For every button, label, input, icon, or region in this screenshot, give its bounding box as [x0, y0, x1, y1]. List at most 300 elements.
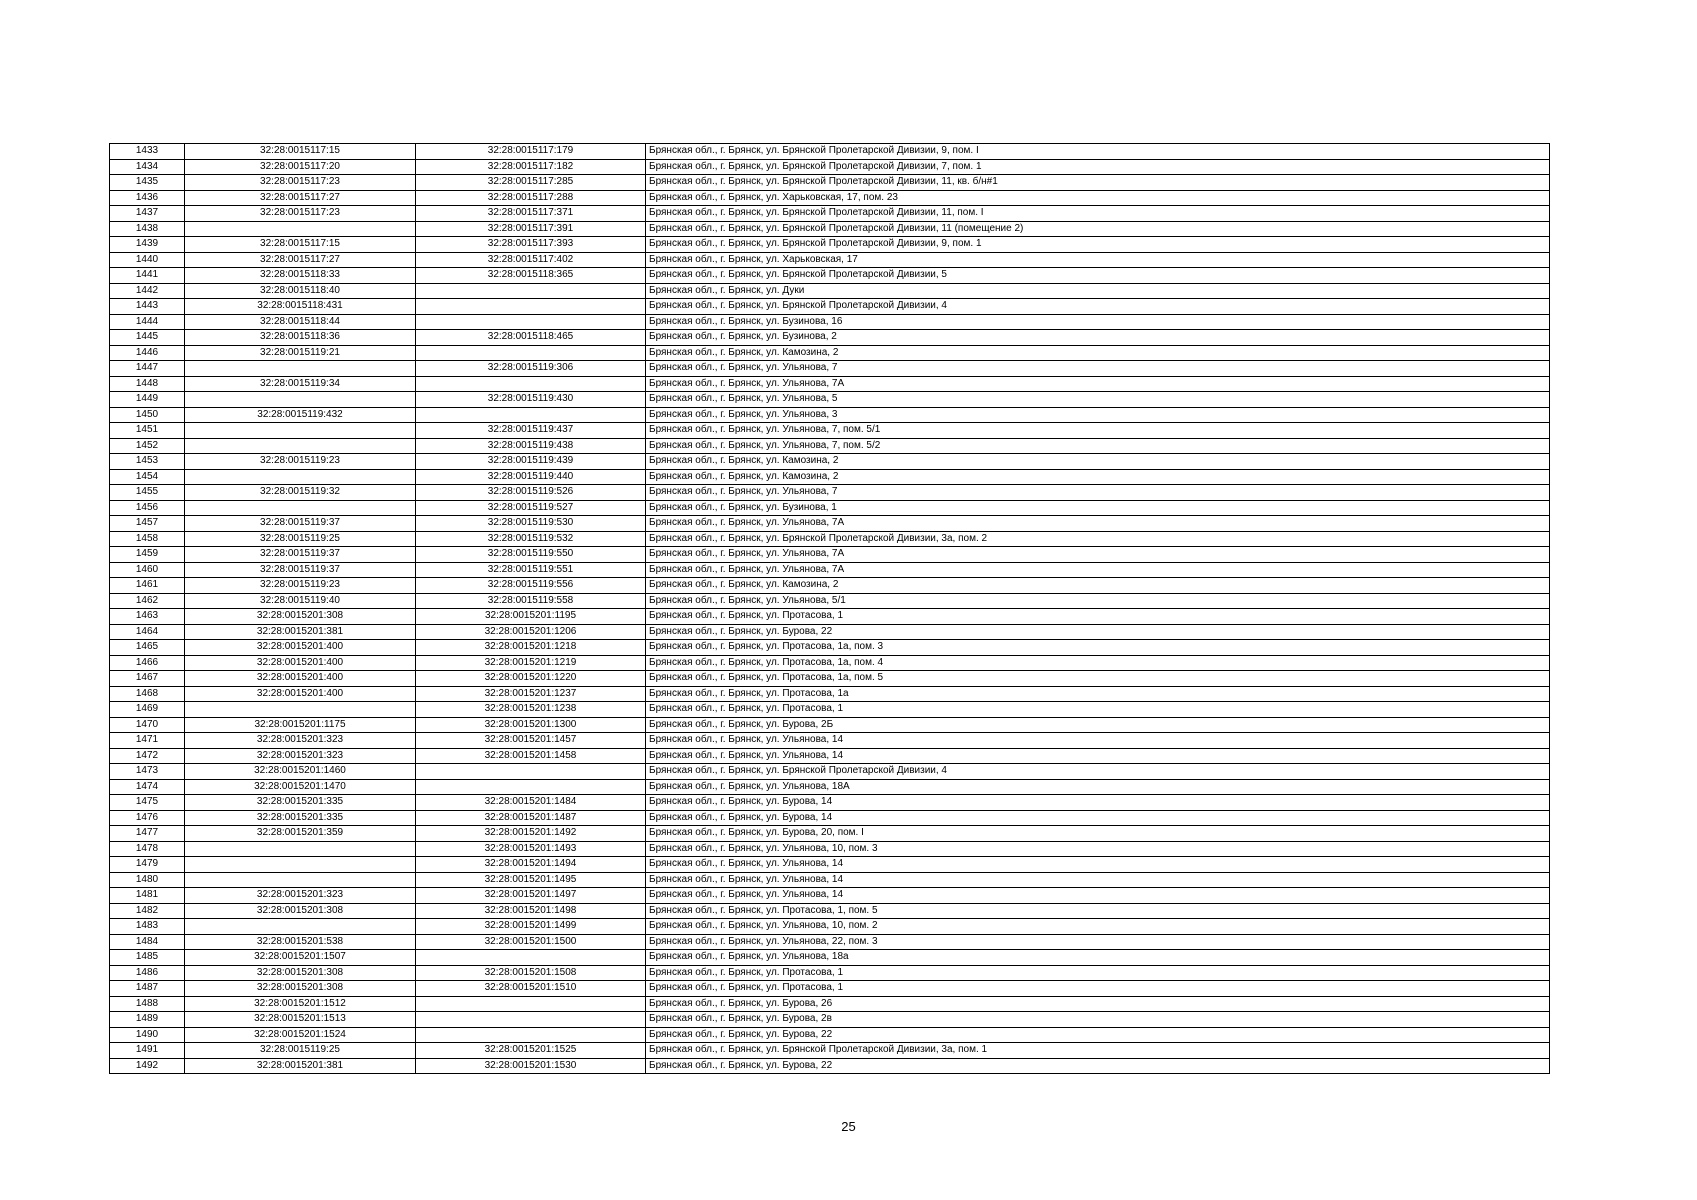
table-row: [110, 252, 1550, 268]
object-cadastral-number-cell: 32:28:0015119:532: [416, 531, 646, 547]
table-row: [110, 609, 1550, 625]
object-cadastral-number-cell: 32:28:0015201:1493: [416, 841, 646, 857]
land-cadastral-number-cell: [185, 423, 416, 439]
object-cadastral-number-cell: 32:28:0015201:1484: [416, 795, 646, 811]
land-cadastral-number-cell: 32:28:0015201:400: [185, 686, 416, 702]
object-cadastral-number-cell: 32:28:0015117:371: [416, 206, 646, 222]
land-cadastral-number-cell: 32:28:0015118:44: [185, 314, 416, 330]
object-cadastral-number-cell: [416, 1012, 646, 1028]
table-row: [110, 624, 1550, 640]
table-row: [110, 206, 1550, 222]
address-cell: Брянская обл., г. Брянск, ул. Брянской Пролетарской Дивизии, 4: [646, 299, 1550, 315]
table-row: [110, 361, 1550, 377]
address-cell: Брянская обл., г. Брянск, ул. Бурова, 14: [646, 795, 1550, 811]
object-cadastral-number-cell: [416, 407, 646, 423]
table-row: [110, 314, 1550, 330]
cadastral-registry-table: [109, 143, 1550, 1074]
land-cadastral-number-cell: 32:28:0015201:1512: [185, 996, 416, 1012]
object-cadastral-number-cell: 32:28:0015201:1219: [416, 655, 646, 671]
land-cadastral-number-cell: 32:28:0015118:431: [185, 299, 416, 315]
row-number-cell: 1471: [110, 733, 185, 749]
row-number-cell: 1476: [110, 810, 185, 826]
land-cadastral-number-cell: 32:28:0015201:323: [185, 748, 416, 764]
land-cadastral-number-cell: [185, 469, 416, 485]
object-cadastral-number-cell: 32:28:0015201:1238: [416, 702, 646, 718]
address-cell: Брянская обл., г. Брянск, ул. Ульянова, 18а: [646, 950, 1550, 966]
row-number-cell: 1473: [110, 764, 185, 780]
address-cell: Брянская обл., г. Брянск, ул. Бурова, 22: [646, 1058, 1550, 1074]
page-number: 25: [841, 1119, 856, 1134]
address-cell: Брянская обл., г. Брянск, ул. Бурова, 26: [646, 996, 1550, 1012]
land-cadastral-number-cell: 32:28:0015119:37: [185, 547, 416, 563]
land-cadastral-number-cell: 32:28:0015119:23: [185, 454, 416, 470]
table-row: [110, 733, 1550, 749]
object-cadastral-number-cell: 32:28:0015119:306: [416, 361, 646, 377]
address-cell: Брянская обл., г. Брянск, ул. Брянской Пролетарской Дивизии, 9, пом. 1: [646, 237, 1550, 253]
object-cadastral-number-cell: 32:28:0015119:440: [416, 469, 646, 485]
address-cell: Брянская обл., г. Брянск, ул. Ульянова, 5/1: [646, 593, 1550, 609]
object-cadastral-number-cell: 32:28:0015201:1525: [416, 1043, 646, 1059]
object-cadastral-number-cell: [416, 779, 646, 795]
object-cadastral-number-cell: [416, 283, 646, 299]
address-cell: Брянская обл., г. Брянск, ул. Брянской Пролетарской Дивизии, 11 (помещение 2): [646, 221, 1550, 237]
row-number-cell: 1459: [110, 547, 185, 563]
land-cadastral-number-cell: 32:28:0015119:25: [185, 1043, 416, 1059]
object-cadastral-number-cell: [416, 764, 646, 780]
row-number-cell: 1470: [110, 717, 185, 733]
land-cadastral-number-cell: 32:28:0015201:1460: [185, 764, 416, 780]
row-number-cell: 1468: [110, 686, 185, 702]
table-row: [110, 516, 1550, 532]
address-cell: Брянская обл., г. Брянск, ул. Ульянова, 7А: [646, 547, 1550, 563]
object-cadastral-number-cell: 32:28:0015119:556: [416, 578, 646, 594]
table-row: [110, 299, 1550, 315]
row-number-cell: 1467: [110, 671, 185, 687]
row-number-cell: 1485: [110, 950, 185, 966]
row-number-cell: 1464: [110, 624, 185, 640]
row-number-cell: 1481: [110, 888, 185, 904]
table-row: [110, 919, 1550, 935]
object-cadastral-number-cell: 32:28:0015201:1530: [416, 1058, 646, 1074]
table-row: [110, 934, 1550, 950]
object-cadastral-number-cell: [416, 950, 646, 966]
address-cell: Брянская обл., г. Брянск, ул. Брянской Пролетарской Дивизии, 3а, пом. 2: [646, 531, 1550, 547]
row-number-cell: 1444: [110, 314, 185, 330]
object-cadastral-number-cell: [416, 345, 646, 361]
row-number-cell: 1491: [110, 1043, 185, 1059]
table-row: [110, 330, 1550, 346]
address-cell: Брянская обл., г. Брянск, ул. Брянской Пролетарской Дивизии, 7, пом. 1: [646, 159, 1550, 175]
row-number-cell: 1458: [110, 531, 185, 547]
land-cadastral-number-cell: 32:28:0015201:1507: [185, 950, 416, 966]
row-number-cell: 1469: [110, 702, 185, 718]
land-cadastral-number-cell: 32:28:0015201:335: [185, 795, 416, 811]
address-cell: Брянская обл., г. Брянск, ул. Ульянова, 10, пом. 3: [646, 841, 1550, 857]
address-cell: Брянская обл., г. Брянск, ул. Протасова, 1а, пом. 5: [646, 671, 1550, 687]
land-cadastral-number-cell: [185, 500, 416, 516]
land-cadastral-number-cell: 32:28:0015201:323: [185, 888, 416, 904]
land-cadastral-number-cell: 32:28:0015201:1524: [185, 1027, 416, 1043]
table-row: [110, 159, 1550, 175]
address-cell: Брянская обл., г. Брянск, ул. Ульянова, 7: [646, 361, 1550, 377]
row-number-cell: 1449: [110, 392, 185, 408]
land-cadastral-number-cell: 32:28:0015117:20: [185, 159, 416, 175]
address-cell: Брянская обл., г. Брянск, ул. Ульянова, 7А: [646, 516, 1550, 532]
land-cadastral-number-cell: 32:28:0015201:308: [185, 903, 416, 919]
land-cadastral-number-cell: 32:28:0015117:15: [185, 237, 416, 253]
table-row: [110, 547, 1550, 563]
land-cadastral-number-cell: [185, 361, 416, 377]
row-number-cell: 1478: [110, 841, 185, 857]
address-cell: Брянская обл., г. Брянск, ул. Ульянова, 14: [646, 857, 1550, 873]
row-number-cell: 1475: [110, 795, 185, 811]
table-row: [110, 469, 1550, 485]
row-number-cell: 1461: [110, 578, 185, 594]
row-number-cell: 1457: [110, 516, 185, 532]
object-cadastral-number-cell: 32:28:0015201:1220: [416, 671, 646, 687]
address-cell: Брянская обл., г. Брянск, ул. Ульянова, 14: [646, 733, 1550, 749]
table-row: [110, 810, 1550, 826]
table-row: [110, 407, 1550, 423]
land-cadastral-number-cell: 32:28:0015119:23: [185, 578, 416, 594]
address-cell: Брянская обл., г. Брянск, ул. Харьковская, 17: [646, 252, 1550, 268]
address-cell: Брянская обл., г. Брянск, ул. Брянской Пролетарской Дивизии, 4: [646, 764, 1550, 780]
row-number-cell: 1477: [110, 826, 185, 842]
table-row: [110, 454, 1550, 470]
row-number-cell: 1451: [110, 423, 185, 439]
table-row: [110, 376, 1550, 392]
table-row: [110, 1012, 1550, 1028]
table-row: [110, 438, 1550, 454]
table-row: [110, 857, 1550, 873]
row-number-cell: 1472: [110, 748, 185, 764]
object-cadastral-number-cell: 32:28:0015201:1508: [416, 965, 646, 981]
row-number-cell: 1440: [110, 252, 185, 268]
address-cell: Брянская обл., г. Брянск, ул. Брянской Пролетарской Дивизии, 9, пом. I: [646, 144, 1550, 160]
object-cadastral-number-cell: 32:28:0015201:1494: [416, 857, 646, 873]
object-cadastral-number-cell: 32:28:0015201:1492: [416, 826, 646, 842]
address-cell: Брянская обл., г. Брянск, ул. Ульянова, 7, пом. 5/1: [646, 423, 1550, 439]
land-cadastral-number-cell: 32:28:0015119:34: [185, 376, 416, 392]
land-cadastral-number-cell: 32:28:0015201:308: [185, 609, 416, 625]
address-cell: Брянская обл., г. Брянск, ул. Бурова, 14: [646, 810, 1550, 826]
row-number-cell: 1486: [110, 965, 185, 981]
object-cadastral-number-cell: 32:28:0015201:1498: [416, 903, 646, 919]
address-cell: Брянская обл., г. Брянск, ул. Ульянова, 14: [646, 872, 1550, 888]
land-cadastral-number-cell: 32:28:0015201:1513: [185, 1012, 416, 1028]
table-row: [110, 965, 1550, 981]
address-cell: Брянская обл., г. Брянск, ул. Ульянова, 7, пом. 5/2: [646, 438, 1550, 454]
table-row: [110, 981, 1550, 997]
object-cadastral-number-cell: 32:28:0015119:558: [416, 593, 646, 609]
table-row: [110, 655, 1550, 671]
table-row: [110, 888, 1550, 904]
row-number-cell: 1489: [110, 1012, 185, 1028]
object-cadastral-number-cell: [416, 996, 646, 1012]
object-cadastral-number-cell: 32:28:0015118:365: [416, 268, 646, 284]
address-cell: Брянская обл., г. Брянск, ул. Ульянова, 7А: [646, 562, 1550, 578]
row-number-cell: 1436: [110, 190, 185, 206]
address-cell: Брянская обл., г. Брянск, ул. Ульянова, 10, пом. 2: [646, 919, 1550, 935]
land-cadastral-number-cell: [185, 438, 416, 454]
address-cell: Брянская обл., г. Брянск, ул. Харьковская, 17, пом. 23: [646, 190, 1550, 206]
row-number-cell: 1447: [110, 361, 185, 377]
object-cadastral-number-cell: 32:28:0015201:1487: [416, 810, 646, 826]
object-cadastral-number-cell: [416, 314, 646, 330]
land-cadastral-number-cell: 32:28:0015117:23: [185, 175, 416, 191]
land-cadastral-number-cell: [185, 392, 416, 408]
row-number-cell: 1437: [110, 206, 185, 222]
land-cadastral-number-cell: [185, 841, 416, 857]
land-cadastral-number-cell: [185, 221, 416, 237]
row-number-cell: 1441: [110, 268, 185, 284]
land-cadastral-number-cell: 32:28:0015201:359: [185, 826, 416, 842]
object-cadastral-number-cell: 32:28:0015119:439: [416, 454, 646, 470]
row-number-cell: 1443: [110, 299, 185, 315]
table-row: [110, 578, 1550, 594]
object-cadastral-number-cell: [416, 1027, 646, 1043]
row-number-cell: 1482: [110, 903, 185, 919]
object-cadastral-number-cell: 32:28:0015119:550: [416, 547, 646, 563]
row-number-cell: 1442: [110, 283, 185, 299]
table-row: [110, 175, 1550, 191]
table-row: [110, 562, 1550, 578]
row-number-cell: 1448: [110, 376, 185, 392]
land-cadastral-number-cell: 32:28:0015201:308: [185, 965, 416, 981]
row-number-cell: 1492: [110, 1058, 185, 1074]
land-cadastral-number-cell: 32:28:0015119:37: [185, 562, 416, 578]
address-cell: Брянская обл., г. Брянск, ул. Брянской Пролетарской Дивизии, 11, пом. I: [646, 206, 1550, 222]
land-cadastral-number-cell: 32:28:0015201:323: [185, 733, 416, 749]
row-number-cell: 1484: [110, 934, 185, 950]
land-cadastral-number-cell: 32:28:0015117:27: [185, 252, 416, 268]
table-row: [110, 717, 1550, 733]
object-cadastral-number-cell: 32:28:0015118:465: [416, 330, 646, 346]
table-row: [110, 500, 1550, 516]
land-cadastral-number-cell: 32:28:0015201:400: [185, 640, 416, 656]
table-row: [110, 826, 1550, 842]
land-cadastral-number-cell: 32:28:0015119:432: [185, 407, 416, 423]
address-cell: Брянская обл., г. Брянск, ул. Камозина, 2: [646, 578, 1550, 594]
row-number-cell: 1434: [110, 159, 185, 175]
land-cadastral-number-cell: 32:28:0015201:1175: [185, 717, 416, 733]
row-number-cell: 1463: [110, 609, 185, 625]
object-cadastral-number-cell: 32:28:0015201:1237: [416, 686, 646, 702]
land-cadastral-number-cell: 32:28:0015119:25: [185, 531, 416, 547]
land-cadastral-number-cell: 32:28:0015118:36: [185, 330, 416, 346]
land-cadastral-number-cell: 32:28:0015119:32: [185, 485, 416, 501]
table-row: [110, 702, 1550, 718]
land-cadastral-number-cell: 32:28:0015201:335: [185, 810, 416, 826]
address-cell: Брянская обл., г. Брянск, ул. Дуки: [646, 283, 1550, 299]
row-number-cell: 1438: [110, 221, 185, 237]
object-cadastral-number-cell: [416, 299, 646, 315]
table-row: [110, 237, 1550, 253]
table-row: [110, 283, 1550, 299]
land-cadastral-number-cell: 32:28:0015201:400: [185, 671, 416, 687]
object-cadastral-number-cell: 32:28:0015201:1300: [416, 717, 646, 733]
address-cell: Брянская обл., г. Брянск, ул. Камозина, 2: [646, 454, 1550, 470]
address-cell: Брянская обл., г. Брянск, ул. Протасова, 1а, пом. 4: [646, 655, 1550, 671]
address-cell: Брянская обл., г. Брянск, ул. Протасова, 1: [646, 965, 1550, 981]
table-row: [110, 144, 1550, 160]
land-cadastral-number-cell: 32:28:0015201:538: [185, 934, 416, 950]
table-row: [110, 423, 1550, 439]
land-cadastral-number-cell: [185, 702, 416, 718]
land-cadastral-number-cell: [185, 857, 416, 873]
object-cadastral-number-cell: 32:28:0015201:1457: [416, 733, 646, 749]
row-number-cell: 1479: [110, 857, 185, 873]
address-cell: Брянская обл., г. Брянск, ул. Ульянова, 22, пом. 3: [646, 934, 1550, 950]
object-cadastral-number-cell: 32:28:0015117:182: [416, 159, 646, 175]
table-row: [110, 1043, 1550, 1059]
object-cadastral-number-cell: 32:28:0015201:1497: [416, 888, 646, 904]
object-cadastral-number-cell: 32:28:0015119:551: [416, 562, 646, 578]
table-row: [110, 345, 1550, 361]
land-cadastral-number-cell: 32:28:0015118:33: [185, 268, 416, 284]
object-cadastral-number-cell: 32:28:0015201:1458: [416, 748, 646, 764]
address-cell: Брянская обл., г. Брянск, ул. Протасова, 1: [646, 981, 1550, 997]
row-number-cell: 1474: [110, 779, 185, 795]
row-number-cell: 1454: [110, 469, 185, 485]
land-cadastral-number-cell: 32:28:0015118:40: [185, 283, 416, 299]
land-cadastral-number-cell: 32:28:0015117:23: [185, 206, 416, 222]
address-cell: Брянская обл., г. Брянск, ул. Бузинова, 2: [646, 330, 1550, 346]
row-number-cell: 1453: [110, 454, 185, 470]
object-cadastral-number-cell: 32:28:0015201:1500: [416, 934, 646, 950]
address-cell: Брянская обл., г. Брянск, ул. Брянской Пролетарской Дивизии, 3а, пом. 1: [646, 1043, 1550, 1059]
table-row: [110, 795, 1550, 811]
address-cell: Брянская обл., г. Брянск, ул. Ульянова, 7А: [646, 376, 1550, 392]
table-row: [110, 268, 1550, 284]
land-cadastral-number-cell: [185, 919, 416, 935]
address-cell: Брянская обл., г. Брянск, ул. Протасова, 1а, пом. 3: [646, 640, 1550, 656]
address-cell: Брянская обл., г. Брянск, ул. Протасова, 1, пом. 5: [646, 903, 1550, 919]
row-number-cell: 1490: [110, 1027, 185, 1043]
land-cadastral-number-cell: 32:28:0015117:27: [185, 190, 416, 206]
row-number-cell: 1435: [110, 175, 185, 191]
table-row: [110, 640, 1550, 656]
land-cadastral-number-cell: 32:28:0015119:37: [185, 516, 416, 532]
row-number-cell: 1445: [110, 330, 185, 346]
table-row: [110, 221, 1550, 237]
table-row: [110, 1058, 1550, 1074]
row-number-cell: 1487: [110, 981, 185, 997]
row-number-cell: 1466: [110, 655, 185, 671]
row-number-cell: 1452: [110, 438, 185, 454]
land-cadastral-number-cell: 32:28:0015201:400: [185, 655, 416, 671]
object-cadastral-number-cell: 32:28:0015117:393: [416, 237, 646, 253]
row-number-cell: 1446: [110, 345, 185, 361]
row-number-cell: 1456: [110, 500, 185, 516]
row-number-cell: 1465: [110, 640, 185, 656]
object-cadastral-number-cell: [416, 376, 646, 392]
object-cadastral-number-cell: 32:28:0015119:437: [416, 423, 646, 439]
row-number-cell: 1433: [110, 144, 185, 160]
table-row: [110, 841, 1550, 857]
address-cell: Брянская обл., г. Брянск, ул. Ульянова, 7: [646, 485, 1550, 501]
table-row: [110, 392, 1550, 408]
address-cell: Брянская обл., г. Брянск, ул. Бурова, 20, пом. I: [646, 826, 1550, 842]
address-cell: Брянская обл., г. Брянск, ул. Ульянова, 14: [646, 888, 1550, 904]
table-row: [110, 190, 1550, 206]
table-row: [110, 764, 1550, 780]
row-number-cell: 1480: [110, 872, 185, 888]
object-cadastral-number-cell: 32:28:0015201:1510: [416, 981, 646, 997]
land-cadastral-number-cell: 32:28:0015117:15: [185, 144, 416, 160]
land-cadastral-number-cell: 32:28:0015201:1470: [185, 779, 416, 795]
object-cadastral-number-cell: 32:28:0015119:527: [416, 500, 646, 516]
table-row: [110, 671, 1550, 687]
table-row: [110, 748, 1550, 764]
address-cell: Брянская обл., г. Брянск, ул. Брянской Пролетарской Дивизии, 5: [646, 268, 1550, 284]
row-number-cell: 1460: [110, 562, 185, 578]
object-cadastral-number-cell: 32:28:0015201:1218: [416, 640, 646, 656]
table-row: [110, 903, 1550, 919]
row-number-cell: 1462: [110, 593, 185, 609]
address-cell: Брянская обл., г. Брянск, ул. Бурова, 2Б: [646, 717, 1550, 733]
object-cadastral-number-cell: 32:28:0015201:1495: [416, 872, 646, 888]
address-cell: Брянская обл., г. Брянск, ул. Камозина, 2: [646, 469, 1550, 485]
registry-table-body: [110, 144, 1550, 1074]
row-number-cell: 1483: [110, 919, 185, 935]
object-cadastral-number-cell: 32:28:0015201:1499: [416, 919, 646, 935]
table-row: [110, 872, 1550, 888]
address-cell: Брянская обл., г. Брянск, ул. Камозина, 2: [646, 345, 1550, 361]
address-cell: Брянская обл., г. Брянск, ул. Ульянова, 18А: [646, 779, 1550, 795]
object-cadastral-number-cell: 32:28:0015117:288: [416, 190, 646, 206]
address-cell: Брянская обл., г. Брянск, ул. Протасова, 1: [646, 702, 1550, 718]
address-cell: Брянская обл., г. Брянск, ул. Ульянова, 5: [646, 392, 1550, 408]
land-cadastral-number-cell: 32:28:0015201:381: [185, 624, 416, 640]
table-row: [110, 1027, 1550, 1043]
address-cell: Брянская обл., г. Брянск, ул. Бурова, 22: [646, 1027, 1550, 1043]
table-row: [110, 485, 1550, 501]
land-cadastral-number-cell: [185, 872, 416, 888]
object-cadastral-number-cell: 32:28:0015119:526: [416, 485, 646, 501]
address-cell: Брянская обл., г. Брянск, ул. Бузинова, 16: [646, 314, 1550, 330]
object-cadastral-number-cell: 32:28:0015117:285: [416, 175, 646, 191]
address-cell: Брянская обл., г. Брянск, ул. Ульянова, 3: [646, 407, 1550, 423]
table-row: [110, 779, 1550, 795]
table-row: [110, 593, 1550, 609]
row-number-cell: 1455: [110, 485, 185, 501]
table-row: [110, 686, 1550, 702]
object-cadastral-number-cell: 32:28:0015201:1195: [416, 609, 646, 625]
object-cadastral-number-cell: 32:28:0015117:179: [416, 144, 646, 160]
land-cadastral-number-cell: 32:28:0015119:21: [185, 345, 416, 361]
table-row: [110, 950, 1550, 966]
address-cell: Брянская обл., г. Брянск, ул. Протасова, 1: [646, 609, 1550, 625]
land-cadastral-number-cell: 32:28:0015201:381: [185, 1058, 416, 1074]
object-cadastral-number-cell: 32:28:0015119:438: [416, 438, 646, 454]
table-row: [110, 996, 1550, 1012]
row-number-cell: 1488: [110, 996, 185, 1012]
address-cell: Брянская обл., г. Брянск, ул. Бузинова, 1: [646, 500, 1550, 516]
address-cell: Брянская обл., г. Брянск, ул. Протасова, 1а: [646, 686, 1550, 702]
row-number-cell: 1439: [110, 237, 185, 253]
address-cell: Брянская обл., г. Брянск, ул. Ульянова, 14: [646, 748, 1550, 764]
address-cell: Брянская обл., г. Брянск, ул. Бурова, 22: [646, 624, 1550, 640]
address-cell: Брянская обл., г. Брянск, ул. Брянской Пролетарской Дивизии, 11, кв. б/н#1: [646, 175, 1550, 191]
table-row: [110, 531, 1550, 547]
object-cadastral-number-cell: 32:28:0015119:530: [416, 516, 646, 532]
object-cadastral-number-cell: 32:28:0015201:1206: [416, 624, 646, 640]
land-cadastral-number-cell: 32:28:0015119:40: [185, 593, 416, 609]
address-cell: Брянская обл., г. Брянск, ул. Бурова, 2в: [646, 1012, 1550, 1028]
object-cadastral-number-cell: 32:28:0015117:402: [416, 252, 646, 268]
object-cadastral-number-cell: 32:28:0015119:430: [416, 392, 646, 408]
